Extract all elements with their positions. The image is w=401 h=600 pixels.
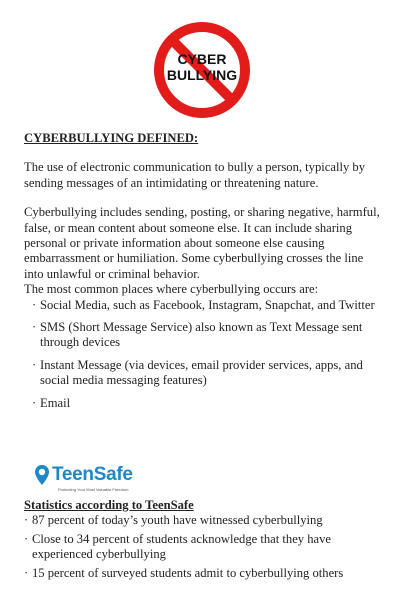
cyberbullying-logo <box>152 20 252 120</box>
bullet: · <box>32 297 37 312</box>
place-text: Instant Message (via devices, email provider services, apps, and social media messaging features) <box>40 357 363 388</box>
list-item <box>24 566 394 581</box>
bullet: · <box>24 513 29 528</box>
teensafe-logo <box>34 464 144 496</box>
bullet: · <box>24 565 29 580</box>
list-item <box>24 298 384 313</box>
teensafe-brand: TeenSafe <box>52 464 133 485</box>
place-text: Email <box>40 395 71 410</box>
teensafe-tagline: Protecting Your Most Valuable Freedom <box>58 487 129 492</box>
list-item <box>24 532 394 563</box>
statistics-list <box>24 513 394 581</box>
definition-paragraph: The use of electronic communication to bully a person, typically by sending messages of an intimidating or threatening nature. <box>24 160 365 190</box>
places-list <box>24 298 384 411</box>
list-item <box>24 396 384 411</box>
bullet: · <box>24 531 29 546</box>
definition-section <box>24 131 384 418</box>
stat-text: 87 percent of today’s youth have witnessed cyberbullying <box>32 513 323 528</box>
no-sign-icon <box>152 20 252 120</box>
bullet: · <box>32 395 37 410</box>
list-item <box>24 320 384 351</box>
cyberbullying-description: Cyberbullying includes sending, posting, or sharing negative, harmful, false, or mean content about someone else. It can include sharing personal or private information about someone else causing embarrassment or humiliation. Some cyberbullying crosses the line into unlawful or criminal behavior. <box>24 205 380 281</box>
definition-heading: CYBERBULLYING DEFINED: <box>24 131 199 145</box>
list-item <box>24 513 394 528</box>
place-text: Social Media, such as Facebook, Instagram, Snapchat, and Twitter <box>40 297 375 312</box>
statistics-heading: Statistics according to TeenSafe <box>24 498 194 512</box>
logo-line2: BULLYING <box>166 67 238 83</box>
location-pin-icon <box>34 464 50 486</box>
list-item <box>24 358 384 389</box>
bullet: · <box>32 320 37 335</box>
stat-text: 15 percent of surveyed students admit to cyberbullying others <box>32 565 344 580</box>
statistics-section <box>24 498 394 584</box>
logo-line1: CYBER <box>177 51 227 67</box>
place-text: SMS (Short Message Service) also known as Text Message sent through devices <box>40 320 363 350</box>
stat-text: Close to 34 percent of students acknowledge that they have experienced cyberbullying <box>32 531 332 562</box>
places-intro: The most common places where cyberbullying occurs are: <box>24 282 319 297</box>
bullet: · <box>32 357 37 372</box>
